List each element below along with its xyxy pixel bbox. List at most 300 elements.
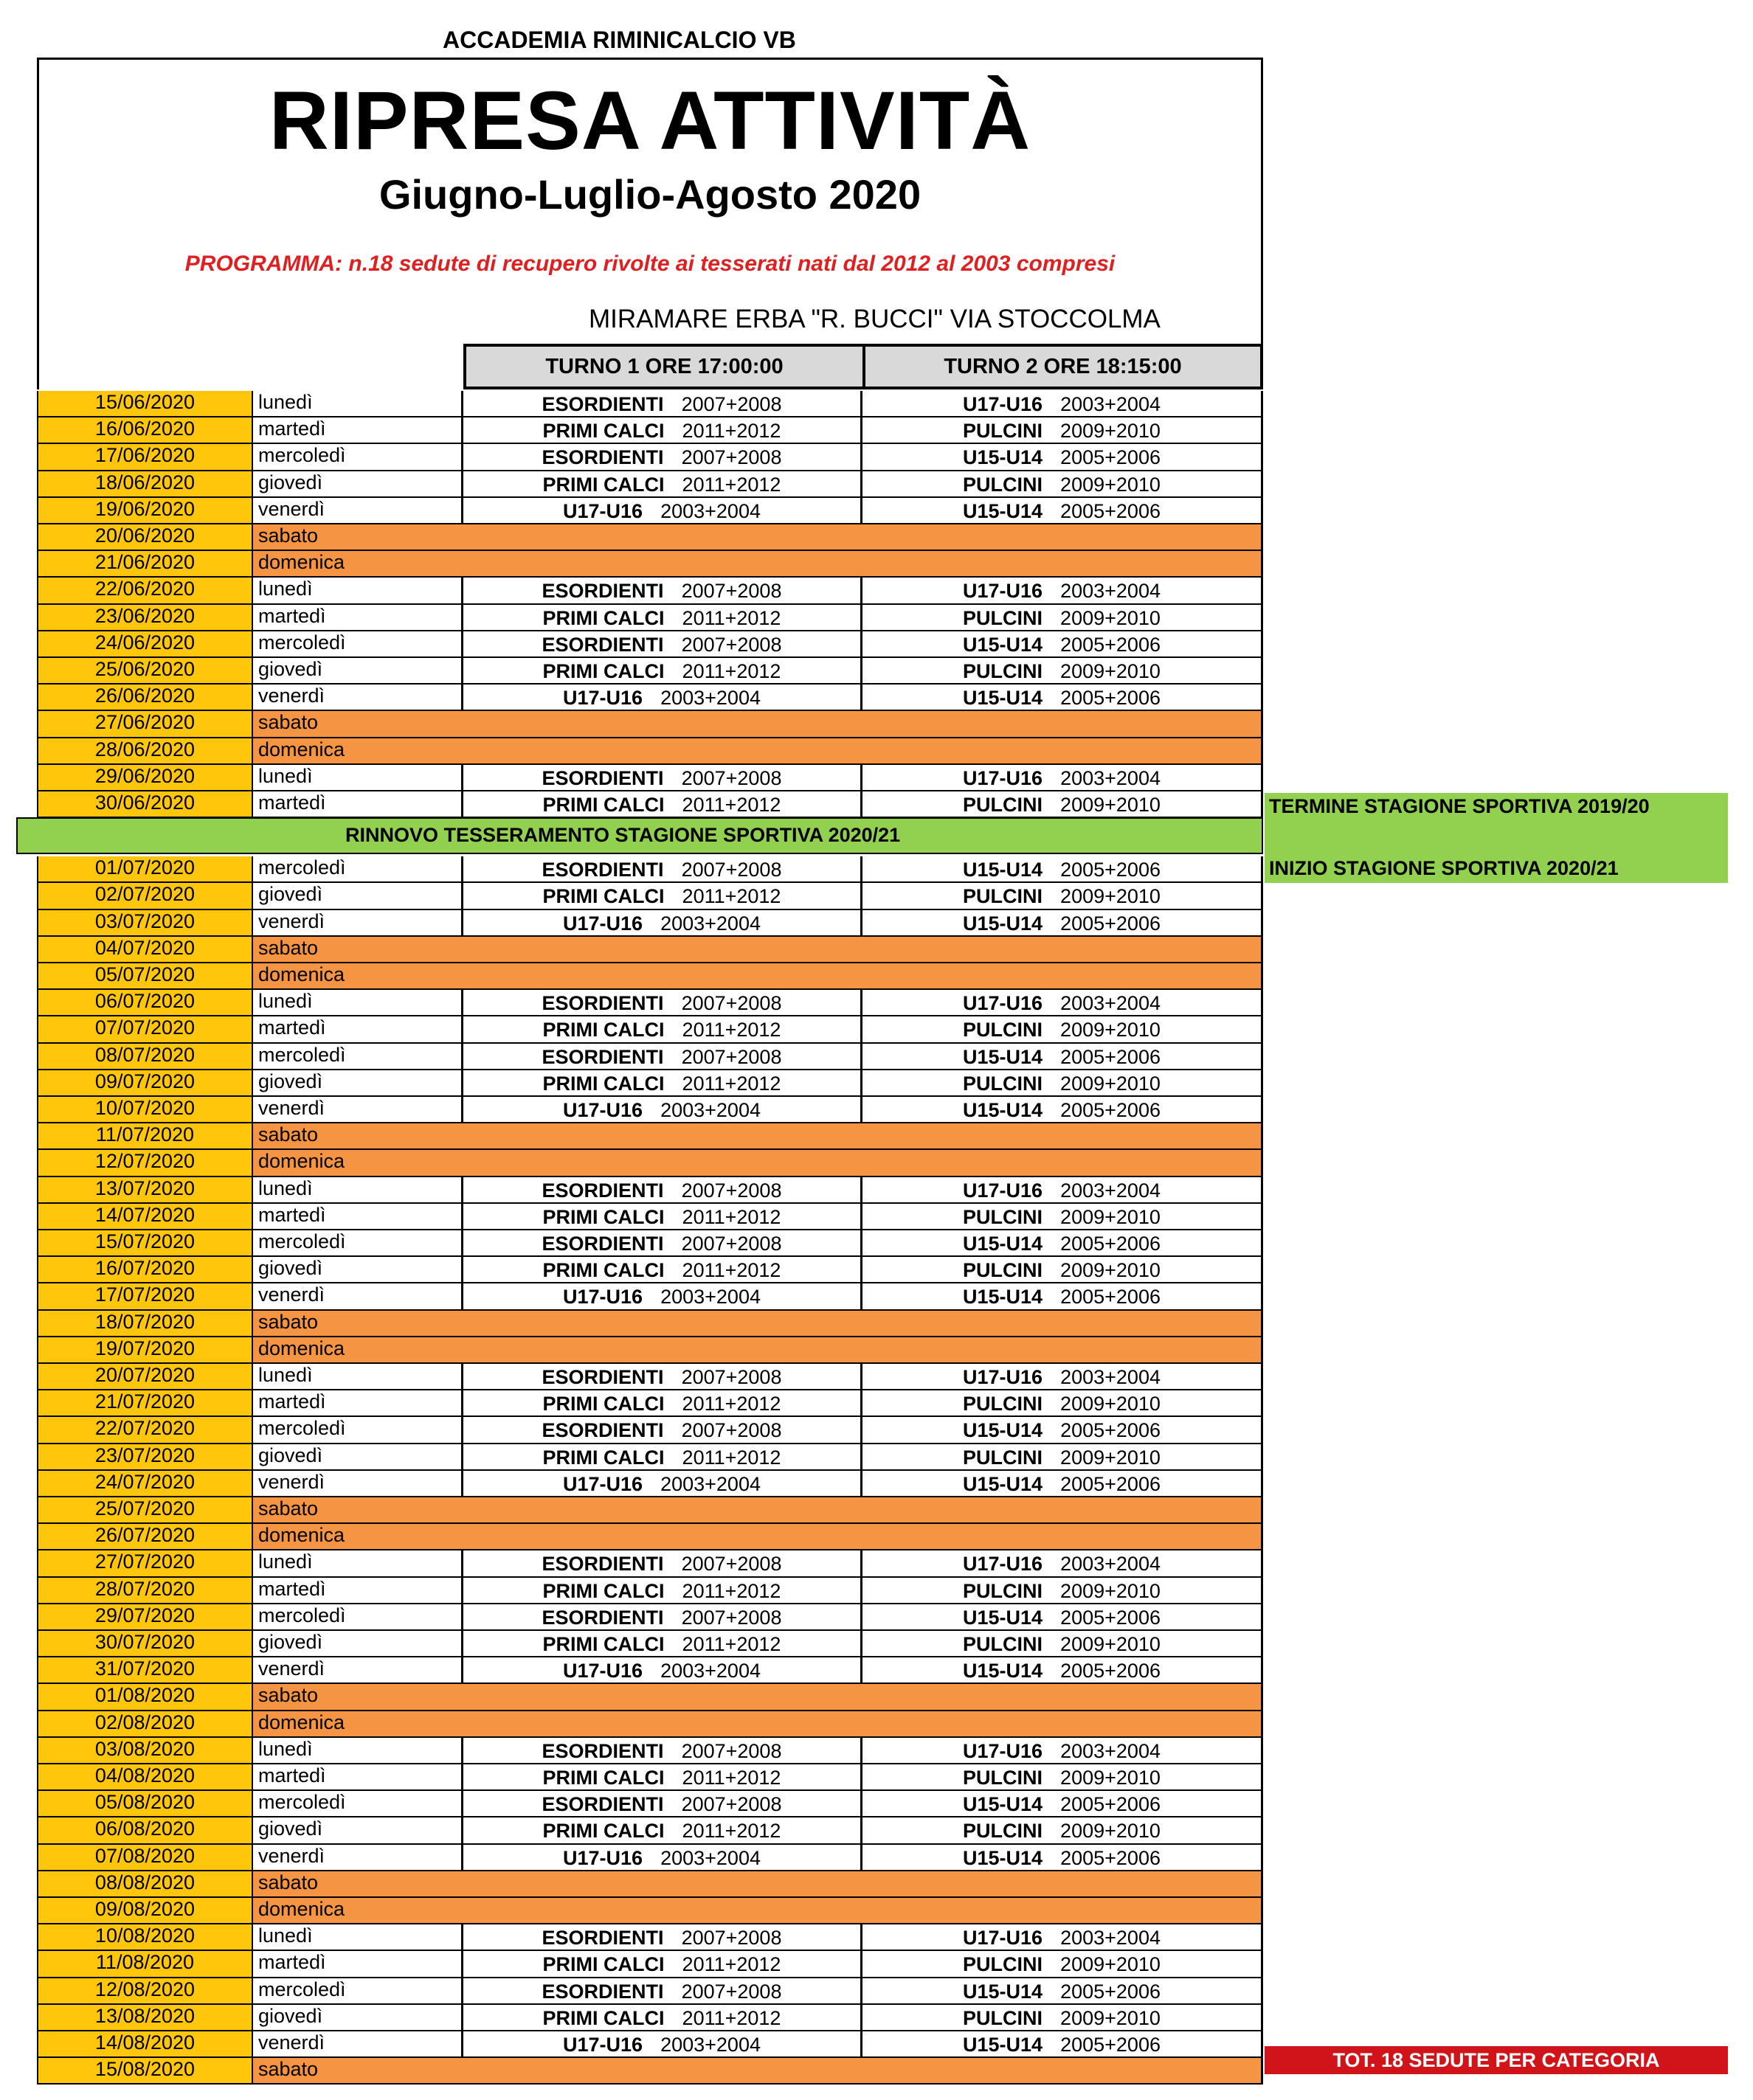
turno-2-cell bbox=[862, 1070, 1263, 1097]
category-name: PRIMI CALCI bbox=[542, 794, 665, 816]
category-name: PULCINI bbox=[963, 1767, 1043, 1789]
category-name: U15-U14 bbox=[963, 446, 1043, 469]
row-date: 06/07/2020 bbox=[37, 990, 253, 1016]
row-date: 15/06/2020 bbox=[37, 391, 253, 417]
table-row bbox=[37, 1524, 1263, 1550]
row-date: 28/06/2020 bbox=[37, 738, 253, 765]
row-weekday: mercoledì bbox=[253, 1791, 463, 1817]
table-row bbox=[37, 2031, 1263, 2058]
birth-years: 2003+2004 bbox=[660, 1660, 761, 1683]
row-date: 17/07/2020 bbox=[37, 1283, 253, 1310]
row-date: 07/08/2020 bbox=[37, 1845, 253, 1871]
row-date: 14/07/2020 bbox=[37, 1204, 253, 1230]
category-name: ESORDIENTI bbox=[542, 1927, 664, 1950]
birth-years: 2005+2006 bbox=[1060, 633, 1161, 656]
turno-1-cell bbox=[463, 444, 862, 471]
birth-years: 2007+2008 bbox=[681, 1366, 782, 1388]
row-weekday: martedì bbox=[253, 605, 463, 631]
row-weekday: venerdì bbox=[253, 1845, 463, 1871]
category-name: ESORDIENTI bbox=[542, 1419, 664, 1442]
category-name: ESORDIENTI bbox=[542, 1793, 664, 1816]
turno-1-cell bbox=[463, 1951, 862, 1978]
birth-years: 2003+2004 bbox=[660, 2034, 761, 2056]
category-name: U15-U14 bbox=[963, 1233, 1043, 1255]
table-row bbox=[37, 1871, 1263, 1898]
row-date: 08/07/2020 bbox=[37, 1044, 253, 1070]
program-note: PROGRAMMA: n.18 sedute di recupero rivolte ai tesserati nati dal 2012 al 2003 compresi bbox=[184, 252, 1116, 276]
birth-years: 2003+2004 bbox=[660, 1846, 761, 1869]
birth-years: 2007+2008 bbox=[681, 633, 782, 656]
turno-2-cell bbox=[862, 605, 1263, 631]
birth-years: 2009+2010 bbox=[1060, 606, 1161, 629]
row-date: 06/08/2020 bbox=[37, 1817, 253, 1844]
turno-2-cell bbox=[862, 990, 1263, 1016]
turno-2-cell bbox=[862, 1283, 1263, 1310]
table-row bbox=[37, 578, 1263, 604]
row-date: 13/08/2020 bbox=[37, 2005, 253, 2031]
turno-1-cell bbox=[463, 498, 862, 524]
table-row bbox=[37, 444, 1263, 471]
row-weekday: martedì bbox=[253, 1204, 463, 1230]
title-box bbox=[37, 58, 1263, 389]
renewal-banner: RINNOVO TESSERAMENTO STAGIONE SPORTIVA 2020/21 bbox=[16, 817, 1263, 854]
birth-years: 2011+2012 bbox=[682, 885, 781, 908]
turno-2-cell bbox=[862, 658, 1263, 685]
table-row bbox=[37, 1044, 1263, 1070]
turno-2-cell bbox=[862, 1364, 1263, 1390]
birth-years: 2005+2006 bbox=[1060, 1660, 1161, 1683]
row-date: 21/07/2020 bbox=[37, 1390, 253, 1417]
turno-2-cell bbox=[862, 1817, 1263, 1844]
row-weekday: venerdì bbox=[253, 1657, 463, 1684]
row-date: 30/06/2020 bbox=[37, 791, 253, 818]
row-weekday: domenica bbox=[253, 1337, 1263, 1364]
category-name: U17-U16 bbox=[563, 912, 643, 935]
table-row bbox=[37, 2058, 1263, 2085]
category-name: U15-U14 bbox=[963, 687, 1043, 710]
row-weekday: domenica bbox=[253, 1711, 1263, 1738]
category-name: U17-U16 bbox=[963, 1927, 1043, 1950]
row-date: 22/07/2020 bbox=[37, 1417, 253, 1444]
row-date: 11/08/2020 bbox=[37, 1951, 253, 1978]
table-row bbox=[37, 1578, 1263, 1604]
table-row bbox=[37, 1604, 1263, 1631]
turno-2-cell bbox=[862, 910, 1263, 937]
row-weekday: lunedì bbox=[253, 990, 463, 1016]
table-row bbox=[37, 937, 1263, 963]
table-row bbox=[37, 1097, 1263, 1123]
row-date: 29/07/2020 bbox=[37, 1604, 253, 1631]
row-date: 22/06/2020 bbox=[37, 578, 253, 604]
row-weekday: giovedì bbox=[253, 1817, 463, 1844]
row-weekday: venerdì bbox=[253, 910, 463, 937]
row-date: 25/07/2020 bbox=[37, 1497, 253, 1524]
category-name: U15-U14 bbox=[963, 912, 1043, 935]
row-weekday: sabato bbox=[253, 2058, 1263, 2085]
row-weekday: giovedì bbox=[253, 471, 463, 498]
row-weekday: lunedì bbox=[253, 1738, 463, 1764]
page-title: RIPRESA ATTIVITÀ bbox=[269, 74, 1031, 167]
table-row bbox=[37, 498, 1263, 524]
row-weekday: martedì bbox=[253, 1390, 463, 1417]
birth-years: 2011+2012 bbox=[682, 1579, 781, 1602]
category-name: U17-U16 bbox=[963, 766, 1043, 789]
row-date: 30/07/2020 bbox=[37, 1631, 253, 1657]
turno-1-cell bbox=[463, 1604, 862, 1631]
birth-years: 2007+2008 bbox=[681, 766, 782, 789]
category-name: PULCINI bbox=[963, 1019, 1043, 1042]
table-row bbox=[37, 658, 1263, 685]
birth-years: 2003+2004 bbox=[1060, 1366, 1161, 1388]
turno-2-cell bbox=[862, 1177, 1263, 1204]
table-row bbox=[37, 1177, 1263, 1204]
table-row bbox=[37, 605, 1263, 631]
row-date: 05/07/2020 bbox=[37, 963, 253, 990]
table-row bbox=[37, 1791, 1263, 1817]
category-name: U17-U16 bbox=[963, 1739, 1043, 1762]
category-name: ESORDIENTI bbox=[542, 393, 664, 415]
turno-2-cell bbox=[862, 1204, 1263, 1230]
row-date: 15/08/2020 bbox=[37, 2058, 253, 2085]
category-name: U15-U14 bbox=[963, 1660, 1043, 1683]
category-name: PULCINI bbox=[963, 1205, 1043, 1228]
birth-years: 2009+2010 bbox=[1060, 420, 1161, 443]
row-date: 28/07/2020 bbox=[37, 1578, 253, 1604]
table-row bbox=[37, 1016, 1263, 1043]
turno-2-cell bbox=[862, 1257, 1263, 1283]
table-row bbox=[37, 1390, 1263, 1417]
birth-years: 2007+2008 bbox=[681, 992, 782, 1015]
row-date: 09/07/2020 bbox=[37, 1070, 253, 1097]
birth-years: 2005+2006 bbox=[1060, 1045, 1161, 1068]
turno-1-cell bbox=[463, 417, 862, 444]
category-name: PRIMI CALCI bbox=[542, 2006, 665, 2029]
row-weekday: giovedì bbox=[253, 1257, 463, 1283]
row-weekday: sabato bbox=[253, 1311, 1263, 1337]
row-date: 10/07/2020 bbox=[37, 1097, 253, 1123]
turno-1-cell bbox=[463, 1764, 862, 1791]
category-name: PULCINI bbox=[963, 1820, 1043, 1843]
turno-1-cell bbox=[463, 1016, 862, 1043]
category-name: PRIMI CALCI bbox=[542, 1579, 665, 1602]
row-weekday: lunedì bbox=[253, 765, 463, 791]
category-name: U17-U16 bbox=[563, 1846, 643, 1869]
birth-years: 2005+2006 bbox=[1060, 1606, 1161, 1629]
turno-1-cell bbox=[463, 791, 862, 818]
row-weekday: mercoledì bbox=[253, 1044, 463, 1070]
birth-years: 2011+2012 bbox=[682, 1072, 781, 1095]
turno-2-cell bbox=[862, 1230, 1263, 1257]
birth-years: 2011+2012 bbox=[682, 606, 781, 629]
birth-years: 2003+2004 bbox=[1060, 580, 1161, 603]
birth-years: 2011+2012 bbox=[682, 1205, 781, 1228]
table-row bbox=[37, 1204, 1263, 1230]
turno-1-cell bbox=[463, 1070, 862, 1097]
birth-years: 2011+2012 bbox=[682, 2006, 781, 2029]
category-name: ESORDIENTI bbox=[542, 1045, 664, 1068]
category-name: PRIMI CALCI bbox=[542, 1205, 665, 1228]
table-row bbox=[37, 963, 1263, 990]
category-name: ESORDIENTI bbox=[542, 1980, 664, 2003]
birth-years: 2003+2004 bbox=[660, 1472, 761, 1495]
table-row bbox=[37, 2005, 1263, 2031]
row-weekday: sabato bbox=[253, 1684, 1263, 1711]
total-sessions-banner: TOT. 18 SEDUTE PER CATEGORIA bbox=[1265, 2046, 1728, 2074]
row-date: 04/07/2020 bbox=[37, 937, 253, 963]
table-row bbox=[37, 1123, 1263, 1150]
turno-2-cell bbox=[862, 883, 1263, 909]
row-date: 20/07/2020 bbox=[37, 1364, 253, 1390]
row-weekday: venerdì bbox=[253, 2031, 463, 2058]
row-date: 26/07/2020 bbox=[37, 1524, 253, 1550]
birth-years: 2003+2004 bbox=[1060, 1739, 1161, 1762]
birth-years: 2009+2010 bbox=[1060, 1446, 1161, 1469]
table-row bbox=[37, 765, 1263, 791]
birth-years: 2003+2004 bbox=[660, 687, 761, 710]
turno-2-cell bbox=[862, 1550, 1263, 1577]
table-row bbox=[37, 1150, 1263, 1177]
birth-years: 2003+2004 bbox=[660, 1286, 761, 1309]
category-name: PULCINI bbox=[963, 1579, 1043, 1602]
category-name: U17-U16 bbox=[563, 1099, 643, 1121]
turno-2-cell bbox=[862, 1924, 1263, 1951]
birth-years: 2007+2008 bbox=[681, 1045, 782, 1068]
row-date: 15/07/2020 bbox=[37, 1230, 253, 1257]
turno-2-cell bbox=[862, 1016, 1263, 1043]
turno-1-cell bbox=[463, 658, 862, 685]
row-weekday: giovedì bbox=[253, 2005, 463, 2031]
birth-years: 2005+2006 bbox=[1060, 2034, 1161, 2056]
category-name: PRIMI CALCI bbox=[542, 1259, 665, 1282]
table-row bbox=[37, 1978, 1263, 2005]
row-date: 07/07/2020 bbox=[37, 1016, 253, 1043]
table-row bbox=[37, 1657, 1263, 1684]
turno-1-cell bbox=[463, 1578, 862, 1604]
turno-2-cell bbox=[862, 391, 1263, 417]
birth-years: 2007+2008 bbox=[681, 580, 782, 603]
turno-2-cell bbox=[862, 444, 1263, 471]
row-date: 23/06/2020 bbox=[37, 605, 253, 631]
row-weekday: domenica bbox=[253, 963, 1263, 990]
birth-years: 2003+2004 bbox=[660, 499, 761, 522]
category-name: U15-U14 bbox=[963, 499, 1043, 522]
turno-2-cell bbox=[862, 2031, 1263, 2058]
row-weekday: martedì bbox=[253, 1578, 463, 1604]
row-date: 01/07/2020 bbox=[37, 856, 253, 883]
row-weekday: mercoledì bbox=[253, 444, 463, 471]
birth-years: 2007+2008 bbox=[681, 1793, 782, 1816]
turno-2-cell bbox=[862, 2005, 1263, 2031]
table-row bbox=[37, 711, 1263, 738]
birth-years: 2003+2004 bbox=[1060, 766, 1161, 789]
category-name: PULCINI bbox=[963, 1072, 1043, 1095]
row-date: 26/06/2020 bbox=[37, 685, 253, 711]
birth-years: 2007+2008 bbox=[681, 1553, 782, 1576]
row-weekday: sabato bbox=[253, 937, 1263, 963]
turno-1-cell bbox=[463, 1978, 862, 2005]
category-name: PRIMI CALCI bbox=[542, 1633, 665, 1655]
turno-1-cell bbox=[463, 1283, 862, 1310]
turno-1-cell bbox=[463, 1845, 862, 1871]
table-row bbox=[37, 1283, 1263, 1310]
table-row bbox=[37, 1631, 1263, 1657]
row-date: 04/08/2020 bbox=[37, 1764, 253, 1791]
birth-years: 2009+2010 bbox=[1060, 1579, 1161, 1602]
category-name: PRIMI CALCI bbox=[542, 1820, 665, 1843]
table-row bbox=[37, 685, 1263, 711]
row-weekday: mercoledì bbox=[253, 1417, 463, 1444]
birth-years: 2009+2010 bbox=[1060, 1953, 1161, 1976]
row-weekday: martedì bbox=[253, 1764, 463, 1791]
row-weekday: domenica bbox=[253, 551, 1263, 578]
category-name: U15-U14 bbox=[963, 1606, 1043, 1629]
turno-1-cell bbox=[463, 883, 862, 909]
row-weekday: giovedì bbox=[253, 883, 463, 909]
row-date: 16/06/2020 bbox=[37, 417, 253, 444]
birth-years: 2005+2006 bbox=[1060, 1793, 1161, 1816]
category-name: PULCINI bbox=[963, 606, 1043, 629]
table-row bbox=[37, 524, 1263, 551]
category-name: ESORDIENTI bbox=[542, 1179, 664, 1202]
table-row bbox=[37, 1311, 1263, 1337]
birth-years: 2005+2006 bbox=[1060, 859, 1161, 881]
birth-years: 2005+2006 bbox=[1060, 1980, 1161, 2003]
category-name: ESORDIENTI bbox=[542, 992, 664, 1015]
table-row bbox=[37, 1764, 1263, 1791]
birth-years: 2007+2008 bbox=[681, 1927, 782, 1950]
turno-2-cell bbox=[862, 631, 1263, 658]
turno-1-cell bbox=[463, 1657, 862, 1684]
birth-years: 2009+2010 bbox=[1060, 1205, 1161, 1228]
row-date: 05/08/2020 bbox=[37, 1791, 253, 1817]
category-name: PULCINI bbox=[963, 794, 1043, 816]
row-date: 19/07/2020 bbox=[37, 1337, 253, 1364]
turno-1-cell bbox=[463, 1791, 862, 1817]
turno-1-cell bbox=[463, 1177, 862, 1204]
turno-1-cell bbox=[463, 685, 862, 711]
row-date: 11/07/2020 bbox=[37, 1123, 253, 1150]
row-date: 03/08/2020 bbox=[37, 1738, 253, 1764]
turno-2-cell bbox=[862, 1631, 1263, 1657]
turno-1-cell bbox=[463, 1230, 862, 1257]
birth-years: 2009+2010 bbox=[1060, 1393, 1161, 1415]
table-row bbox=[37, 1444, 1263, 1471]
turno-2-cell bbox=[862, 1097, 1263, 1123]
birth-years: 2007+2008 bbox=[681, 1179, 782, 1202]
row-weekday: lunedì bbox=[253, 1177, 463, 1204]
category-name: U17-U16 bbox=[963, 992, 1043, 1015]
category-name: PRIMI CALCI bbox=[542, 1953, 665, 1976]
birth-years: 2005+2006 bbox=[1060, 1472, 1161, 1495]
table-row bbox=[37, 1924, 1263, 1951]
category-name: U15-U14 bbox=[963, 1793, 1043, 1816]
category-name: PULCINI bbox=[963, 473, 1043, 496]
birth-years: 2003+2004 bbox=[660, 1099, 761, 1121]
row-date: 02/07/2020 bbox=[37, 883, 253, 909]
turno-1-cell bbox=[463, 1097, 862, 1123]
row-date: 23/07/2020 bbox=[37, 1444, 253, 1471]
birth-years: 2005+2006 bbox=[1060, 1286, 1161, 1309]
row-weekday: lunedì bbox=[253, 1924, 463, 1951]
row-weekday: sabato bbox=[253, 1497, 1263, 1524]
row-weekday: venerdì bbox=[253, 1471, 463, 1497]
category-name: PRIMI CALCI bbox=[542, 1393, 665, 1415]
turno-2-cell bbox=[862, 685, 1263, 711]
category-name: ESORDIENTI bbox=[542, 1233, 664, 1255]
birth-years: 2009+2010 bbox=[1060, 660, 1161, 682]
birth-years: 2011+2012 bbox=[682, 1953, 781, 1976]
turno-1-cell bbox=[463, 1550, 862, 1577]
row-weekday: venerdì bbox=[253, 1283, 463, 1310]
turno-2-cell bbox=[862, 1390, 1263, 1417]
category-name: U17-U16 bbox=[563, 1286, 643, 1309]
turno-2-cell bbox=[862, 578, 1263, 604]
category-name: U15-U14 bbox=[963, 1980, 1043, 2003]
turno-2-cell bbox=[862, 1845, 1263, 1871]
row-weekday: domenica bbox=[253, 738, 1263, 765]
birth-years: 2009+2010 bbox=[1060, 1820, 1161, 1843]
table-row bbox=[37, 631, 1263, 658]
category-name: U17-U16 bbox=[563, 2034, 643, 2056]
category-name: PRIMI CALCI bbox=[542, 1446, 665, 1469]
birth-years: 2005+2006 bbox=[1060, 1233, 1161, 1255]
category-name: U17-U16 bbox=[963, 393, 1043, 415]
birth-years: 2003+2004 bbox=[1060, 1553, 1161, 1576]
table-row bbox=[37, 1817, 1263, 1844]
organization-name: ACCADEMIA RIMINICALCIO VB bbox=[443, 27, 796, 53]
turno-1-cell bbox=[463, 1471, 862, 1497]
turno-2-cell bbox=[862, 1604, 1263, 1631]
birth-years: 2003+2004 bbox=[1060, 1927, 1161, 1950]
row-date: 16/07/2020 bbox=[37, 1257, 253, 1283]
table-row bbox=[37, 1497, 1263, 1524]
row-weekday: martedì bbox=[253, 417, 463, 444]
turno-2-cell bbox=[862, 1978, 1263, 2005]
table-row bbox=[37, 1738, 1263, 1764]
category-name: PULCINI bbox=[963, 420, 1043, 443]
birth-years: 2011+2012 bbox=[682, 1259, 781, 1282]
turno-1-cell bbox=[463, 605, 862, 631]
birth-years: 2007+2008 bbox=[681, 1233, 782, 1255]
table-row bbox=[37, 1951, 1263, 1978]
birth-years: 2009+2010 bbox=[1060, 885, 1161, 908]
category-name: PRIMI CALCI bbox=[542, 473, 665, 496]
birth-years: 2003+2004 bbox=[1060, 992, 1161, 1015]
row-weekday: sabato bbox=[253, 711, 1263, 738]
turno-2-cell bbox=[862, 1738, 1263, 1764]
birth-years: 2005+2006 bbox=[1060, 1846, 1161, 1869]
table-row bbox=[37, 1898, 1263, 1924]
birth-years: 2009+2010 bbox=[1060, 1259, 1161, 1282]
birth-years: 2007+2008 bbox=[681, 1739, 782, 1762]
birth-years: 2009+2010 bbox=[1060, 1633, 1161, 1655]
birth-years: 2009+2010 bbox=[1060, 1072, 1161, 1095]
category-name: PULCINI bbox=[963, 1393, 1043, 1415]
turno-1-cell bbox=[463, 1631, 862, 1657]
turno-1-cell bbox=[463, 1738, 862, 1764]
row-weekday: sabato bbox=[253, 524, 1263, 551]
birth-years: 2005+2006 bbox=[1060, 499, 1161, 522]
birth-years: 2003+2004 bbox=[1060, 393, 1161, 415]
category-name: U15-U14 bbox=[963, 1286, 1043, 1309]
birth-years: 2011+2012 bbox=[682, 1820, 781, 1843]
row-weekday: giovedì bbox=[253, 1631, 463, 1657]
category-name: PRIMI CALCI bbox=[542, 660, 665, 682]
category-name: PRIMI CALCI bbox=[542, 420, 665, 443]
row-date: 24/06/2020 bbox=[37, 631, 253, 658]
category-name: ESORDIENTI bbox=[542, 633, 664, 656]
category-name: U15-U14 bbox=[963, 633, 1043, 656]
